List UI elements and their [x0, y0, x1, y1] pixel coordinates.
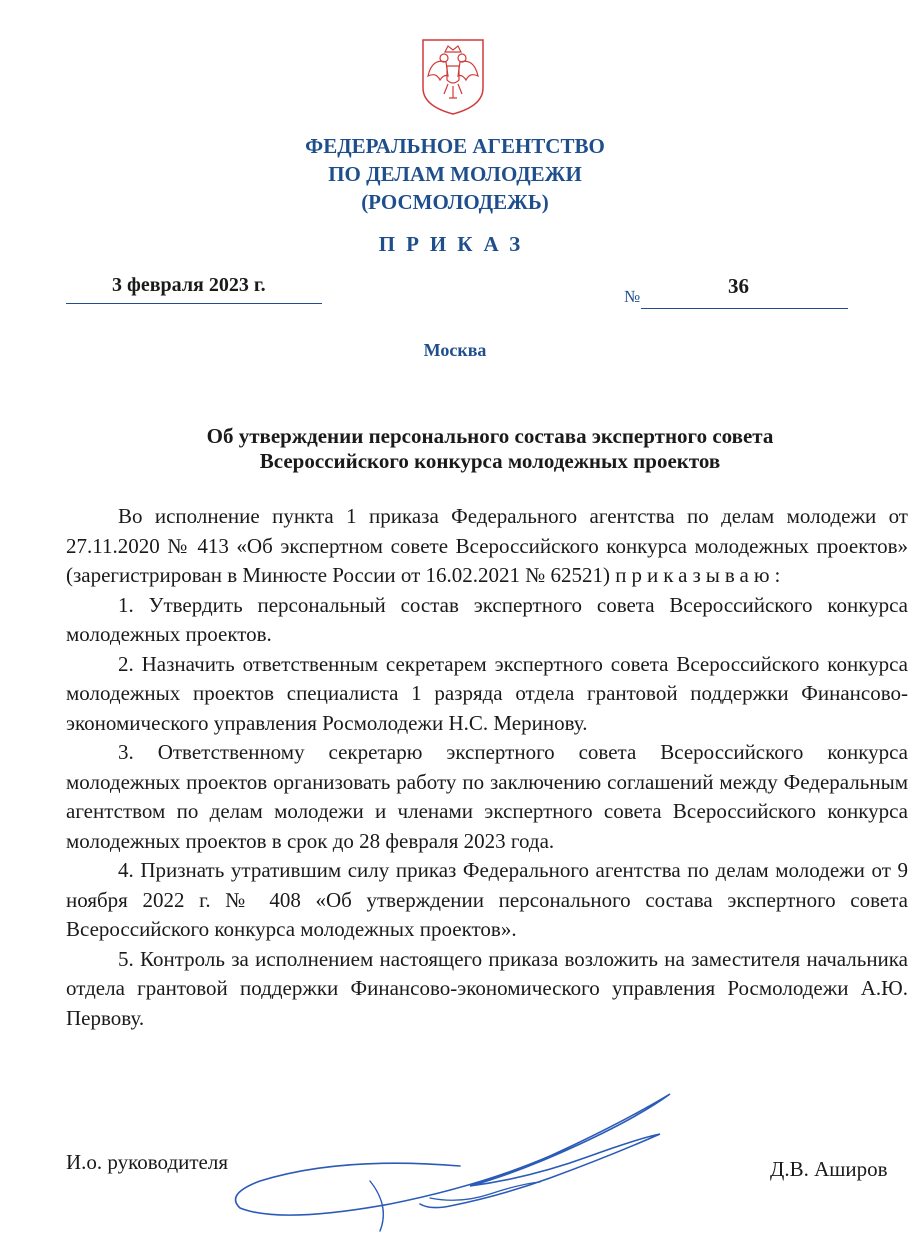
handwritten-signature-icon [220, 1086, 690, 1236]
document-date: 3 февраля 2023 г. [112, 274, 266, 296]
subject-line1: Об утверждении персонального состава экспертного совета [206, 424, 774, 448]
document-city: Москва [423, 340, 487, 360]
agency-name-line1: ФЕДЕРАЛЬНОЕ АГЕНТСТВО [305, 134, 605, 158]
russian-coat-of-arms-icon [418, 36, 488, 116]
signer-name: Д.В. Аширов [770, 1157, 888, 1181]
order-item-3: 3. Ответственному секретарю экспертного совета Всероссийского конкурса молодежных проектов организовать работу по заключению соглашений между Федеральным агентством по делам молодежи и членами экспертного совета Всероссийского конкурса молодежных проектов в срок до 28 февраля 2023 года. [66, 740, 908, 853]
agency-name-line2: ПО ДЕЛАМ МОЛОДЕЖИ [328, 162, 582, 186]
order-item-1: 1. Утвердить персональный состав экспертного совета Всероссийского конкурса молодежных проектов. [66, 592, 908, 646]
document-subject [0, 424, 920, 474]
document-type: ПРИКАЗ [378, 232, 532, 256]
order-item-5: 5. Контроль за исполнением настоящего приказа возложить на заместителя начальника отдела грантовой поддержки Финансово-экономического управления Росмолодежи А.Ю. Первову. [66, 946, 908, 1030]
subject-line2: Всероссийского конкурса молодежных проектов [259, 449, 721, 473]
agency-name [0, 132, 910, 216]
document-number: 36 [728, 274, 749, 298]
preamble-paragraph [66, 502, 908, 591]
document-body [66, 502, 908, 1033]
preamble-text: Во исполнение пункта 1 приказа Федерального агентства по делам молодежи от 27.11.2020 № 413 «Об экспертном совете Всероссийского конкурса молодежных проектов» (зарегистрирован в Минюсте России от 16.02.2021 № 62521) [66, 504, 908, 587]
order-item-2: 2. Назначить ответственным секретарем экспертного совета Всероссийского конкурса молодежных проектов специалиста 1 разряда отдела грантовой поддержки Финансово-экономического управления Росмолодежи Н.С. Меринову. [66, 651, 908, 735]
number-label: № [624, 287, 641, 306]
number-underline [641, 308, 848, 309]
order-item-4: 4. Признать утратившим силу приказ Федерального агентства по делам молодежи от 9 ноября 2022 г. № 408 «Об утверждении персонального состава экспертного совета Всероссийского конкурса молодежных проектов». [66, 858, 908, 941]
prikazyvayu-word: приказываю: [615, 563, 786, 587]
signer-title: И.о. руководителя [66, 1150, 229, 1174]
date-underline [66, 303, 322, 304]
agency-name-line3: (РОСМОЛОДЕЖЬ) [361, 190, 549, 214]
